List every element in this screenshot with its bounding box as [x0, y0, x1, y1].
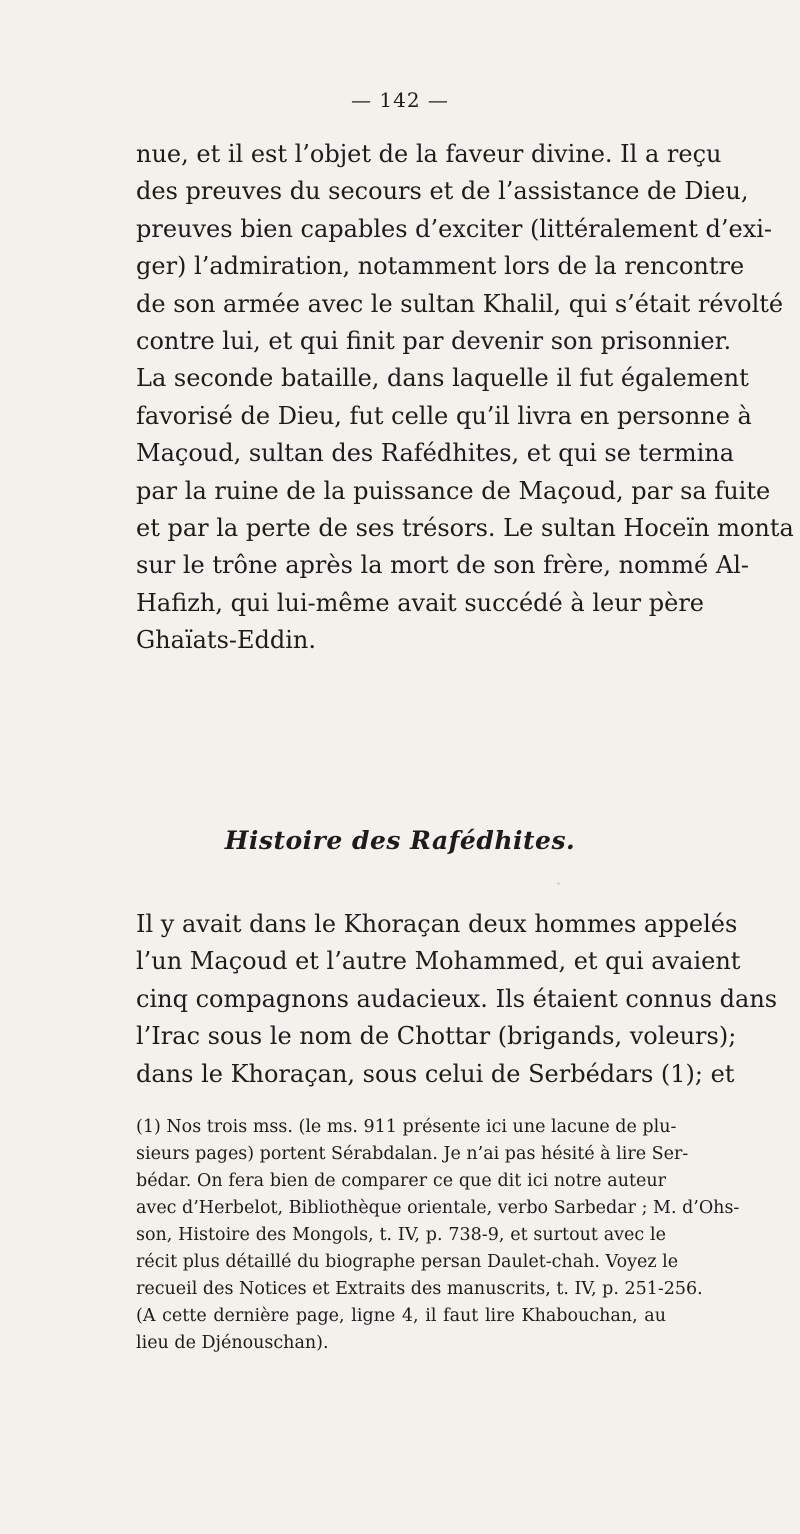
text-line: dans le Khoraçan, sous celui de Serbédars (1); et: [136, 1059, 735, 1088]
text-line: sur le trône après la mort de son frère, nommé Al-: [136, 551, 750, 580]
footnote-line: bédar. On fera bien de comparer ce que dit ici notre auteur: [136, 1171, 666, 1191]
text-line: nue, et il est l’objet de la faveur divine. Il a reçu: [136, 140, 722, 168]
text-line: ger) l’admiration, notamment lors de la rencontre: [136, 252, 745, 281]
page-number-header: — 142 —: [351, 88, 449, 112]
text-line: favorisé de Dieu, fut celle qu’il livra en personne à: [136, 401, 752, 430]
footnote-line: recueil des Notices et Extraits des manuscrits, t. IV, p. 251-256.: [136, 1279, 703, 1299]
footnote-line: lieu de Djénouschan).: [136, 1333, 329, 1353]
footnote-line: récit plus détaillé du biographe persan Daulet-chah. Voyez le: [136, 1252, 679, 1272]
text-line: l’un Maçoud et l’autre Mohammed, et qui avaient: [136, 947, 741, 976]
section-heading: Histoire des Rafédhites.: [224, 826, 576, 855]
footnote-line: sieurs pages) portent Sérabdalan. Je n’ai pas hésité à lire Ser-: [136, 1144, 689, 1164]
text-line: La seconde bataille, dans laquelle il fut également: [136, 364, 749, 393]
footnote-line: son, Histoire des Mongols, t. IV, p. 738-9, et surtout avec le: [136, 1225, 666, 1245]
text-line: Il y avait dans le Khoraçan deux hommes appelés: [136, 910, 738, 938]
paragraph-1: [136, 136, 794, 659]
paragraph-2: [136, 906, 778, 1093]
text-line: des preuves du secours et de l’assistance de Dieu,: [136, 177, 749, 206]
text-line: cinq compagnons audacieux. Ils étaient connus dans: [136, 984, 778, 1013]
text-line: contre lui, et qui finit par devenir son prisonnier.: [136, 326, 732, 355]
text-line: l’Irac sous le nom de Chottar (brigands, voleurs);: [136, 1022, 737, 1051]
text-line: Hafizh, qui lui-même avait succédé à leur père: [136, 588, 704, 617]
footnote-line: avec d’Herbelot, Bibliothèque orientale, verbo Sarbedar ; M. d’Ohs-: [136, 1198, 740, 1218]
text-line: de son armée avec le sultan Khalil, qui s’était révolté: [136, 289, 784, 318]
text-line: Ghaïats-Eddin.: [136, 626, 316, 655]
text-line: et par la perte de ses trésors. Le sultan Hoceïn monta: [136, 513, 794, 542]
footnote-line: (1) Nos trois mss. (le ms. 911 présente ici une lacune de plu-: [136, 1117, 677, 1137]
footnote-block: [136, 1114, 740, 1357]
text-line: preuves bien capables d’exciter (littéralement d’exi-: [136, 214, 773, 243]
text-line: par la ruine de la puissance de Maçoud, par sa fuite: [136, 476, 771, 505]
footnote-line: (A cette dernière page, ligne 4, il faut lire Khabouchan, au: [136, 1306, 666, 1326]
text-line: Maçoud, sultan des Rafédhites, et qui se termina: [136, 439, 735, 468]
print-speck: ˇ: [556, 883, 561, 894]
